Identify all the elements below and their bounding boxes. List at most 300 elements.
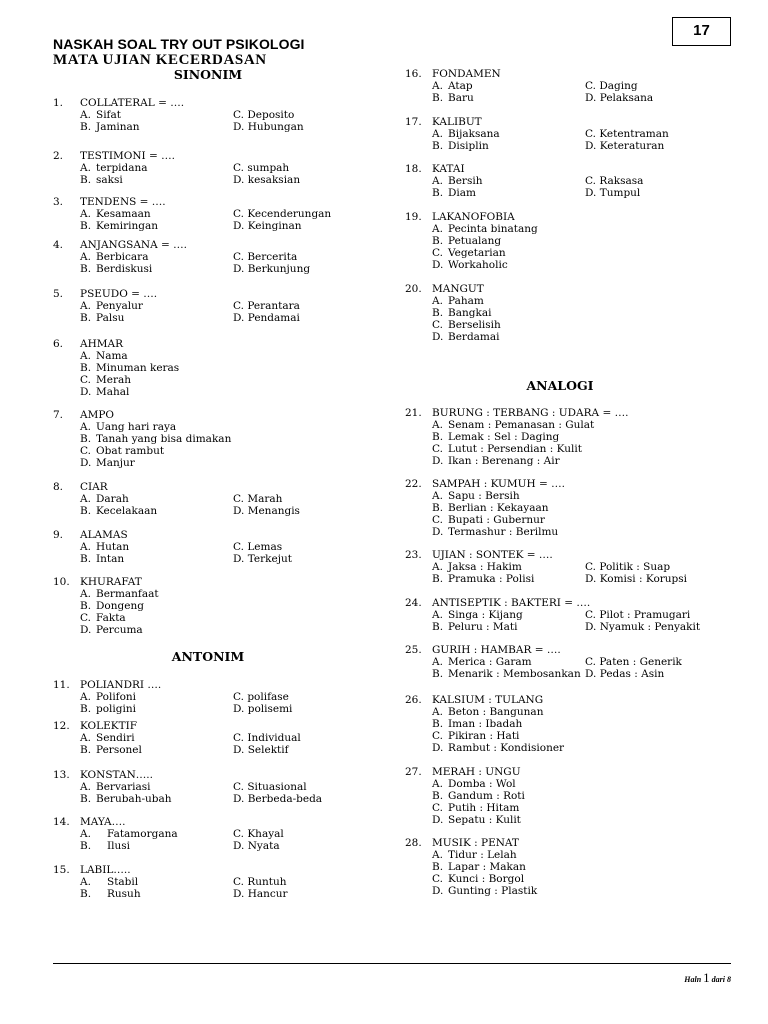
question-stem: ALAMAS: [80, 529, 128, 541]
option-a: [80, 588, 159, 600]
option-letter: B.: [432, 573, 444, 585]
option-letter: B.: [432, 861, 444, 873]
option-a: [80, 541, 129, 553]
option-c: [80, 612, 126, 624]
option-letter: C.: [432, 873, 443, 885]
question-stem: TENDENS = ….: [80, 196, 166, 208]
option-text: Lapar : Makan: [448, 861, 526, 873]
question-4: [53, 239, 373, 275]
option-letter: A.: [80, 541, 91, 553]
option-letter: B.: [80, 174, 92, 186]
option-text: Merah: [96, 374, 132, 386]
question-5: [53, 288, 373, 324]
question-stem: KALIBUT: [432, 116, 482, 128]
question-stem: MUSIK : PENAT: [432, 837, 519, 849]
question-number: 25.: [405, 644, 422, 656]
question-21: [405, 407, 725, 467]
option-b: [80, 220, 158, 232]
option-a: [80, 109, 121, 121]
option-letter: C.: [80, 445, 91, 457]
option-text: Berselisih: [448, 319, 501, 331]
option-letter: D.: [432, 331, 444, 343]
option-letter: C.: [432, 514, 443, 526]
option-letter: A.: [80, 300, 91, 312]
option-text: Pramuka : Polisi: [448, 573, 535, 585]
option-letter: C.: [432, 247, 443, 259]
question-2: [53, 150, 373, 186]
question-number: 6.: [53, 338, 64, 350]
question-number: 13.: [53, 769, 70, 781]
option-a: [432, 175, 482, 187]
option-d: D. Keinginan: [233, 220, 302, 232]
option-d: D. Pedas : Asin: [585, 668, 665, 680]
option-text: Fakta: [96, 612, 126, 624]
option-c: C. Ketentraman: [585, 128, 669, 140]
document-title: NASKAH SOAL TRY OUT PSIKOLOGI: [53, 36, 305, 52]
option-c: C. Politik : Suap: [585, 561, 671, 573]
option-letter: A.: [80, 588, 91, 600]
option-letter: A.: [432, 128, 443, 140]
question-stem: KHURAFAT: [80, 576, 142, 588]
option-letter: A.: [432, 656, 443, 668]
question-stem: AHMAR: [80, 338, 123, 350]
option-d: D. Berbeda-beda: [233, 793, 323, 805]
option-letter: D.: [80, 386, 92, 398]
question-20: [405, 283, 725, 343]
option-text: Kunci : Borgol: [448, 873, 525, 885]
question-stem: LAKANOFOBIA: [432, 211, 515, 223]
option-text: Penyalur: [96, 300, 143, 312]
option-text: Ikan : Berenang : Air: [448, 455, 560, 467]
question-stem: MAYA….: [80, 816, 126, 828]
option-b: [432, 431, 559, 443]
option-b: [432, 718, 522, 730]
option-text: Lemak : Sel : Daging: [448, 431, 560, 443]
question-26: [405, 694, 725, 754]
option-text: Sendiri: [96, 732, 135, 744]
question-stem: POLIANDRI ….: [80, 679, 162, 691]
option-text: Dongeng: [96, 600, 144, 612]
question-stem: KATAI: [432, 163, 465, 175]
option-b: [432, 140, 489, 152]
option-a: [80, 732, 135, 744]
option-text: Atap: [448, 80, 473, 92]
option-letter: A.: [80, 421, 91, 433]
option-text: Bijaksana: [448, 128, 500, 140]
question-stem: ANJANGSANA = ….: [80, 239, 187, 251]
question-stem: TESTIMONI = ….: [80, 150, 176, 162]
option-letter: C.: [80, 612, 91, 624]
option-text: Tanah yang bisa dimakan: [96, 433, 232, 445]
option-text: Lutut : Persendian : Kulit: [448, 443, 582, 455]
question-8: [53, 481, 373, 517]
option-c: C. Daging: [585, 80, 638, 92]
option-letter: D.: [432, 742, 444, 754]
option-text: Berbicara: [96, 251, 149, 263]
option-b: [432, 502, 549, 514]
option-b: [80, 174, 123, 186]
option-text: Bersih: [448, 175, 483, 187]
question-number: 20.: [405, 283, 422, 295]
option-b: [432, 307, 491, 319]
option-letter: D.: [432, 885, 444, 897]
option-text: Hutan: [96, 541, 130, 553]
option-text: Palsu: [96, 312, 125, 324]
option-b: [432, 187, 476, 199]
page-footer: [684, 970, 731, 986]
question-number: 19.: [405, 211, 422, 223]
option-text: Baru: [448, 92, 474, 104]
option-letter: B.: [80, 505, 92, 517]
question-number: 23.: [405, 549, 422, 561]
option-c: [432, 873, 524, 885]
footer-page: 1: [703, 970, 710, 985]
option-d: D. Berkunjung: [233, 263, 311, 275]
option-a: [80, 208, 151, 220]
option-letter: B.: [432, 668, 444, 680]
question-number: 10.: [53, 576, 70, 588]
question-stem: UJIAN : SONTEK = ….: [432, 549, 553, 561]
question-number: 5.: [53, 288, 64, 300]
option-a: [432, 706, 543, 718]
option-text: Gandum : Roti: [448, 790, 525, 802]
option-letter: B.: [80, 888, 92, 900]
option-a: [80, 876, 138, 888]
option-text: saksi: [96, 174, 123, 186]
option-text: Disiplin: [448, 140, 489, 152]
option-c: C. Lemas: [233, 541, 283, 553]
option-text: Domba : Wol: [448, 778, 516, 790]
option-text: Berdiskusi: [96, 263, 153, 275]
option-text: Berdamai: [448, 331, 500, 343]
option-b: [80, 362, 179, 374]
option-c: C. sumpah: [233, 162, 290, 174]
question-number: 2.: [53, 150, 64, 162]
option-b: [80, 433, 231, 445]
question-number: 9.: [53, 529, 64, 541]
option-d: [432, 526, 558, 538]
option-text: Peluru : Mati: [448, 621, 518, 633]
option-letter: B.: [80, 793, 92, 805]
question-stem: LABIL…..: [80, 864, 131, 876]
option-letter: B.: [80, 121, 92, 133]
option-text: Senam : Pemanasan : Gulat: [448, 419, 595, 431]
option-a: [432, 295, 484, 307]
option-letter: D.: [432, 259, 444, 271]
option-letter: A.: [432, 295, 443, 307]
document-subtitle: MATA UJIAN KECERDASAN: [53, 52, 267, 68]
option-text: Workaholic: [448, 259, 508, 271]
question-number: 17.: [405, 116, 422, 128]
option-d: [432, 742, 564, 754]
option-letter: B.: [80, 600, 92, 612]
question-stem: BURUNG : TERBANG : UDARA = ….: [432, 407, 629, 419]
question-stem: GURIH : HAMBAR = ….: [432, 644, 561, 656]
option-c: C. Pilot : Pramugari: [585, 609, 691, 621]
option-letter: B.: [80, 553, 92, 565]
option-d: [432, 259, 508, 271]
option-letter: C.: [432, 443, 443, 455]
option-letter: A.: [80, 251, 91, 263]
option-a: [80, 350, 128, 362]
option-letter: B.: [432, 235, 444, 247]
option-b: [80, 505, 157, 517]
option-c: C. Paten : Generik: [585, 656, 682, 668]
option-letter: A.: [80, 162, 91, 174]
option-letter: C.: [432, 802, 443, 814]
question-15: [53, 864, 373, 900]
option-b: [432, 790, 525, 802]
option-d: D. Terkejut: [233, 553, 292, 565]
question-number: 15.: [53, 864, 70, 876]
option-d: D. Selektif: [233, 744, 289, 756]
option-b: [432, 92, 474, 104]
option-letter: A.: [432, 419, 443, 431]
option-letter: B.: [80, 362, 92, 374]
option-text: Berubah-ubah: [96, 793, 172, 805]
option-letter: A.: [432, 778, 443, 790]
option-c: C. Khayal: [233, 828, 284, 840]
section-heading-sinonim: SINONIM: [173, 67, 243, 82]
question-number: 28.: [405, 837, 422, 849]
option-c: C. Kecenderungan: [233, 208, 332, 220]
question-stem: AMPO: [80, 409, 115, 421]
option-c: C. polifase: [233, 691, 289, 703]
question-13: [53, 769, 373, 805]
option-d: D. Pelaksana: [585, 92, 654, 104]
option-c: C. Deposito: [233, 109, 295, 121]
question-stem: MANGUT: [432, 283, 484, 295]
option-b: [80, 263, 152, 275]
option-text: Iman : Ibadah: [448, 718, 523, 730]
option-letter: B.: [80, 840, 92, 852]
option-letter: B.: [80, 744, 92, 756]
question-number: 7.: [53, 409, 64, 421]
option-letter: D.: [432, 814, 444, 826]
question-stem: SAMPAH : KUMUH = ….: [432, 478, 565, 490]
option-letter: D.: [432, 526, 444, 538]
question-number: 3.: [53, 196, 64, 208]
option-text: Beton : Bangunan: [448, 706, 544, 718]
option-c: [432, 319, 501, 331]
option-b: [432, 621, 518, 633]
option-c: [432, 730, 519, 742]
option-text: Kesamaan: [96, 208, 151, 220]
option-letter: A.: [432, 175, 443, 187]
question-stem: KALSIUM : TULANG: [432, 694, 544, 706]
option-c: [432, 247, 506, 259]
question-number: 14.: [53, 816, 70, 828]
option-text: Diam: [448, 187, 476, 199]
option-a: [432, 223, 538, 235]
option-text: Menarik : Membosankan: [448, 668, 581, 680]
option-text: Intan: [96, 553, 125, 565]
option-d: D. Nyamuk : Penyakit: [585, 621, 701, 633]
question-stem: PSEUDO = ….: [80, 288, 158, 300]
option-b: [432, 235, 501, 247]
option-c: [432, 514, 545, 526]
question-stem: MERAH : UNGU: [432, 766, 521, 778]
option-text: Ilusi: [107, 840, 131, 852]
question-stem: KONSTAN…..: [80, 769, 153, 781]
option-d: D. Pendamai: [233, 312, 300, 324]
question-number: 18.: [405, 163, 422, 175]
option-d: [80, 457, 135, 469]
option-d: D. polisemi: [233, 703, 293, 715]
option-c: C. Raksasa: [585, 175, 644, 187]
option-c: [80, 445, 164, 457]
question-number: 21.: [405, 407, 422, 419]
option-letter: B.: [432, 621, 444, 633]
footer-suffix: dari 8: [711, 975, 731, 984]
question-12: [53, 720, 373, 756]
option-text: Obat rambut: [96, 445, 165, 457]
option-text: Percuma: [96, 624, 143, 636]
option-text: Bermanfaat: [96, 588, 159, 600]
option-letter: B.: [80, 220, 92, 232]
option-letter: D.: [80, 457, 92, 469]
option-text: Bangkai: [448, 307, 492, 319]
option-a: [80, 421, 176, 433]
question-7: [53, 409, 373, 469]
option-text: Pikiran : Hati: [448, 730, 520, 742]
option-text: Gunting : Plastik: [448, 885, 538, 897]
question-27: [405, 766, 725, 826]
option-letter: B.: [432, 140, 444, 152]
question-number: 27.: [405, 766, 422, 778]
question-stem: KOLEKTIF: [80, 720, 138, 732]
option-a: [80, 691, 136, 703]
option-text: Berlian : Kekayaan: [448, 502, 549, 514]
question-11: [53, 679, 373, 715]
question-22: [405, 478, 725, 538]
question-24: [405, 597, 725, 633]
option-c: C. Marah: [233, 493, 283, 505]
question-number: 11.: [53, 679, 70, 691]
option-a: [80, 828, 178, 840]
option-a: [432, 609, 523, 621]
footer-divider: [53, 963, 731, 964]
question-14: [53, 816, 373, 852]
question-17: [405, 116, 725, 152]
option-letter: B.: [432, 790, 444, 802]
option-letter: A.: [432, 80, 443, 92]
question-16: [405, 68, 725, 104]
option-b: [432, 573, 534, 585]
option-text: Pecinta binatang: [448, 223, 538, 235]
option-d: D. Nyata: [233, 840, 280, 852]
question-9: [53, 529, 373, 565]
option-letter: A.: [80, 828, 91, 840]
option-text: Rambut : Kondisioner: [448, 742, 565, 754]
option-text: Merica : Garam: [448, 656, 532, 668]
option-d: [432, 885, 537, 897]
option-d: [432, 814, 521, 826]
option-a: [432, 80, 473, 92]
option-letter: B.: [80, 312, 92, 324]
question-number: 26.: [405, 694, 422, 706]
option-text: Tidur : Lelah: [448, 849, 517, 861]
option-text: Paham: [448, 295, 484, 307]
option-text: Darah: [96, 493, 129, 505]
option-text: Personel: [96, 744, 142, 756]
option-b: [80, 888, 141, 900]
option-a: [432, 656, 532, 668]
option-letter: A.: [80, 208, 91, 220]
option-text: Stabil: [107, 876, 139, 888]
option-b: [432, 861, 526, 873]
option-c: [432, 443, 582, 455]
question-10: [53, 576, 373, 636]
option-text: Kecelakaan: [96, 505, 158, 517]
option-a: [80, 493, 129, 505]
option-letter: C.: [432, 319, 443, 331]
question-stem: FONDAMEN: [432, 68, 501, 80]
option-b: [80, 553, 124, 565]
option-letter: D.: [432, 455, 444, 467]
option-b: [432, 668, 581, 680]
question-number: 24.: [405, 597, 422, 609]
option-text: Bupati : Gubernur: [448, 514, 545, 526]
option-a: [432, 849, 517, 861]
option-letter: A.: [432, 490, 443, 502]
question-number: 1.: [53, 97, 64, 109]
option-letter: A.: [80, 493, 91, 505]
option-text: Kemiringan: [96, 220, 158, 232]
option-letter: A.: [432, 223, 443, 235]
option-letter: B.: [432, 92, 444, 104]
option-c: [80, 374, 131, 386]
option-text: poligini: [96, 703, 136, 715]
option-letter: A.: [80, 109, 91, 121]
option-b: [80, 840, 130, 852]
option-a: [432, 561, 522, 573]
option-text: Jaksa : Hakim: [448, 561, 522, 573]
option-a: [80, 781, 151, 793]
option-letter: A.: [432, 706, 443, 718]
option-letter: A.: [80, 732, 91, 744]
option-c: [432, 802, 519, 814]
question-stem: COLLATERAL = ….: [80, 97, 185, 109]
option-c: C. Perantara: [233, 300, 300, 312]
option-letter: A.: [80, 781, 91, 793]
option-a: [432, 419, 594, 431]
section-heading-antonim: ANTONIM: [171, 649, 245, 664]
option-text: Termashur : Berilmu: [448, 526, 559, 538]
option-b: [80, 744, 142, 756]
option-d: D. Hubungan: [233, 121, 304, 133]
question-23: [405, 549, 725, 585]
option-text: Petualang: [448, 235, 502, 247]
question-number: 16.: [405, 68, 422, 80]
footer-prefix: Haln: [684, 975, 702, 984]
option-text: terpidana: [96, 162, 148, 174]
option-text: Nama: [96, 350, 128, 362]
option-text: Sifat: [96, 109, 121, 121]
option-d: [432, 331, 500, 343]
option-b: [80, 703, 136, 715]
option-text: Manjur: [96, 457, 135, 469]
question-3: [53, 196, 373, 232]
option-d: [80, 386, 129, 398]
option-letter: A.: [432, 849, 443, 861]
option-b: [80, 600, 144, 612]
option-text: Putih : Hitam: [448, 802, 520, 814]
option-d: [432, 455, 560, 467]
option-b: [80, 312, 124, 324]
option-text: Uang hari raya: [96, 421, 177, 433]
option-text: Rusuh: [107, 888, 141, 900]
